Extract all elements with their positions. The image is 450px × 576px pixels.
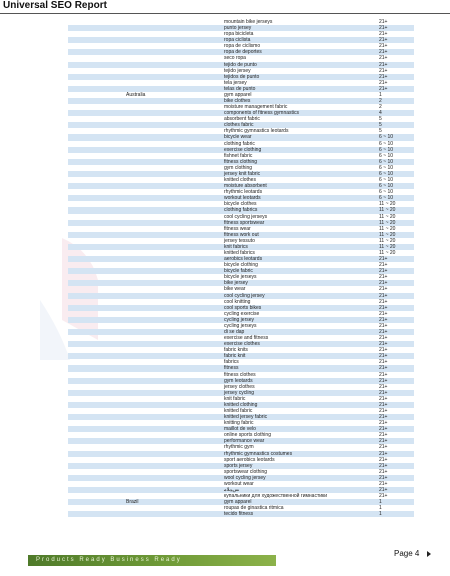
rank-cell: 21+ [379, 67, 388, 74]
footer-banner [28, 555, 276, 566]
rank-cell: 21+ [379, 280, 388, 287]
rank-cell: 11 ~ 20 [379, 219, 396, 226]
keyword-cell: tejidos de punto [224, 73, 260, 80]
keyword-cell: roupas de ginastica ritmica [224, 505, 284, 512]
keyword-cell: cool cycling jersey [224, 292, 265, 299]
rank-cell: 21+ [379, 493, 388, 500]
keyword-cell: jersey tessuto [224, 237, 255, 244]
keyword-cell: tejido jersey [224, 67, 251, 74]
rank-cell: 6 ~ 10 [379, 170, 394, 177]
keyword-cell: fitness sportswear [224, 219, 265, 226]
rank-cell: 21+ [379, 468, 388, 475]
keyword-cell: wool cycling jersey [224, 474, 266, 481]
keyword-cell: купальники для художественной гимнастики [224, 493, 328, 500]
keyword-cell: cycling jerseys [224, 322, 257, 329]
header-divider [0, 13, 450, 14]
keyword-cell: clothing fabrics [224, 207, 258, 214]
keyword-cell: bicycle fabric [224, 268, 253, 275]
keyword-cell: bicycle jerseys [224, 274, 257, 281]
keyword-cell: sports jersey [224, 462, 253, 469]
keyword-cell: cool knitting [224, 298, 251, 305]
rank-cell: 21+ [379, 401, 388, 408]
keyword-cell: gym leotards [224, 377, 253, 384]
keyword-cell: fitness wear [224, 225, 251, 232]
rank-cell: 21+ [379, 414, 388, 421]
keyword-cell: knitted jersey fabric [224, 414, 268, 421]
keyword-cell: clothing fabric [224, 140, 255, 147]
rank-cell: 21+ [379, 462, 388, 469]
table-row [68, 511, 414, 517]
rank-cell: 11 ~ 20 [379, 213, 396, 220]
keyword-cell: ropa de deportes [224, 49, 262, 56]
keyword-cell: exercise clothing [224, 146, 262, 153]
keyword-cell: gym apparel [224, 499, 252, 506]
keyword-cell: bike jersey [224, 280, 248, 287]
page-number: Page 4 [394, 549, 420, 558]
next-page-arrow-icon[interactable] [427, 551, 431, 557]
rank-cell: 21+ [379, 426, 388, 433]
keyword-cell: ropa bicicleta [224, 31, 254, 38]
keyword-cell: knit fabric [224, 395, 246, 402]
keyword-cell: rhythmic gymnastics leotards [224, 128, 289, 135]
keyword-cell: performance wear [224, 438, 265, 445]
keyword-cell: jersey cycling [224, 389, 255, 396]
keyword-ranking-table [68, 19, 414, 517]
keyword-cell: fabric knit [224, 353, 246, 360]
keyword-cell: moisture management fabric [224, 104, 288, 111]
rank-cell: 21+ [379, 347, 388, 354]
rank-cell: 21+ [379, 262, 388, 269]
keyword-cell: sport aerobics leotards [224, 456, 275, 463]
rank-cell: 21+ [379, 371, 388, 378]
rank-cell: 6 ~ 10 [379, 140, 394, 147]
rank-cell: 21+ [379, 79, 388, 86]
keyword-cell: mountain bike jerseys [224, 19, 273, 25]
rank-cell: 21+ [379, 274, 388, 281]
keyword-cell: knitted clothing [224, 401, 258, 408]
rank-cell: 11 ~ 20 [379, 225, 396, 232]
keyword-cell: online sports clothing [224, 432, 271, 439]
rank-cell: 21+ [379, 365, 388, 372]
rank-cell: 21+ [379, 25, 388, 32]
rank-cell: 6 ~ 10 [379, 152, 394, 159]
rank-cell: 21+ [379, 420, 388, 427]
rank-cell: 21+ [379, 359, 388, 366]
rank-cell: 21+ [379, 450, 388, 457]
rank-cell: 21+ [379, 43, 388, 50]
keyword-cell: bike clothes [224, 98, 251, 105]
keyword-cell: cycling jersey [224, 316, 255, 323]
keyword-cell: cool cycling jerseys [224, 213, 268, 220]
keyword-cell: fishnet fabric [224, 152, 253, 159]
rank-cell: 6 ~ 10 [379, 195, 394, 202]
country-cell: Brazil [126, 499, 139, 506]
keyword-cell: exercise clothes [224, 341, 260, 348]
rank-cell: 21+ [379, 456, 388, 463]
keyword-cell: tejido de punto [224, 61, 257, 68]
rank-cell: 21+ [379, 310, 388, 317]
rank-cell: 21+ [379, 298, 388, 305]
rank-cell: 21+ [379, 286, 388, 293]
rank-cell: 21+ [379, 395, 388, 402]
rank-cell: 11 ~ 20 [379, 243, 396, 250]
keyword-cell: jersey clothes [224, 383, 255, 390]
rank-cell: 6 ~ 10 [379, 164, 394, 171]
keyword-cell: gym apparel [224, 91, 252, 98]
keyword-cell: aerobics leotards [224, 256, 263, 263]
rank-cell: 11 ~ 20 [379, 231, 396, 238]
keyword-cell: knitting fabric [224, 420, 254, 427]
rank-cell: 5 [379, 122, 382, 129]
keyword-cell: components of fitness gymnastics [224, 110, 300, 117]
keyword-cell: fabrics [224, 359, 239, 366]
keyword-cell: jersey knit fabric [224, 170, 261, 177]
rank-cell: 1 [379, 91, 382, 98]
keyword-cell: exercise and fitness [224, 335, 269, 342]
rank-cell: 1 [379, 505, 382, 512]
keyword-cell: ropa ciclista [224, 37, 251, 44]
keyword-cell: rhythmic gym [224, 444, 254, 451]
keyword-cell: cool sports bikes [224, 304, 262, 311]
keyword-cell: knitted clothes [224, 177, 256, 184]
rank-cell: 21+ [379, 268, 388, 275]
rank-cell: 21+ [379, 292, 388, 299]
rank-cell: 21+ [379, 37, 388, 44]
rank-cell: 21+ [379, 85, 388, 92]
keyword-cell: workout wear [224, 480, 254, 487]
rank-cell: 5 [379, 128, 382, 135]
keyword-cell: cycling exercise [224, 310, 260, 317]
rank-cell: 21+ [379, 438, 388, 445]
rank-cell: 21+ [379, 316, 388, 323]
keyword-cell: bicycle clothes [224, 201, 257, 208]
rank-cell: 21+ [379, 389, 388, 396]
keyword-cell: ﺲﻴﺑﻼﻣ [224, 487, 239, 494]
keyword-cell: clothes fabric [224, 122, 254, 129]
keyword-cell: gym clothing [224, 164, 253, 171]
rank-cell: 11 ~ 20 [379, 201, 396, 208]
keyword-cell: rhythmic leotards [224, 189, 263, 196]
rank-cell: 21+ [379, 383, 388, 390]
rank-cell: 21+ [379, 432, 388, 439]
rank-cell: 21+ [379, 55, 388, 62]
rank-cell: 21+ [379, 19, 388, 25]
rank-cell: 6 ~ 10 [379, 134, 394, 141]
rank-cell: 21+ [379, 31, 388, 38]
keyword-cell: fabric knits [224, 347, 248, 354]
keyword-cell: bicycle clothing [224, 262, 258, 269]
keyword-cell: workout leotards [224, 195, 261, 202]
footer-tagline: Products Ready Business Ready [36, 557, 182, 563]
rank-cell: 21+ [379, 322, 388, 329]
keyword-cell: sportswear clothing [224, 468, 268, 475]
rank-cell: 21+ [379, 304, 388, 311]
keyword-cell: punto jersey [224, 25, 252, 32]
keyword-cell: bike wear [224, 286, 246, 293]
rank-cell: 6 ~ 10 [379, 146, 394, 153]
rank-cell: 2 [379, 104, 382, 111]
keyword-cell: tecido fitness [224, 511, 254, 518]
rank-cell: 1 [379, 511, 382, 518]
rank-cell: 21+ [379, 487, 388, 494]
rank-cell: 6 ~ 10 [379, 177, 394, 184]
rank-cell: 11 ~ 20 [379, 207, 396, 214]
rank-cell: 21+ [379, 49, 388, 56]
keyword-cell: absorbent fabric [224, 116, 260, 123]
keyword-cell: telas de punto [224, 85, 256, 92]
keyword-cell: knitted fabrics [224, 249, 255, 256]
rank-cell: 21+ [379, 341, 388, 348]
rank-cell: 11 ~ 20 [379, 237, 396, 244]
keyword-cell: knitted fabric [224, 408, 253, 414]
keyword-cell: knit fabrics [224, 243, 248, 250]
keyword-cell: rhythmic gymnastics costumes [224, 450, 293, 457]
keyword-cell: fitness clothing [224, 158, 258, 165]
rank-cell: 21+ [379, 335, 388, 342]
keyword-cell: fitness clothes [224, 371, 256, 378]
keyword-cell: moisture absorbent [224, 183, 267, 190]
rank-cell: 21+ [379, 328, 388, 335]
rank-cell: 21+ [379, 444, 388, 451]
rank-cell: 21+ [379, 480, 388, 487]
rank-cell: 6 ~ 10 [379, 158, 394, 165]
rank-cell: 21+ [379, 73, 388, 80]
keyword-cell: bicycle wear [224, 134, 252, 141]
report-header [0, 0, 450, 14]
keyword-cell: fitness [224, 365, 239, 372]
rank-cell: 21+ [379, 377, 388, 384]
rank-cell: 1 [379, 499, 382, 506]
rank-cell: 6 ~ 10 [379, 189, 394, 196]
keyword-cell: tela jersey [224, 79, 247, 86]
rank-cell: 21+ [379, 256, 388, 263]
rank-cell: 21+ [379, 408, 388, 414]
rank-cell: 21+ [379, 474, 388, 481]
keyword-cell: seco ropa [224, 55, 246, 62]
rank-cell: 5 [379, 116, 382, 123]
country-cell: Australia [126, 91, 146, 98]
rank-cell: 11 ~ 20 [379, 249, 396, 256]
rank-cell: 6 ~ 10 [379, 183, 394, 190]
rank-cell: 21+ [379, 353, 388, 360]
keyword-cell: fitness work out [224, 231, 259, 238]
rank-cell: 4 [379, 110, 382, 117]
rank-cell: 2 [379, 98, 382, 105]
keyword-cell: ropa de ciclismo [224, 43, 261, 50]
keyword-cell: maillot de velo [224, 426, 256, 433]
keyword-cell: di se dap [224, 328, 245, 335]
rank-cell: 21+ [379, 61, 388, 68]
report-title: Universal SEO Report [3, 0, 107, 11]
